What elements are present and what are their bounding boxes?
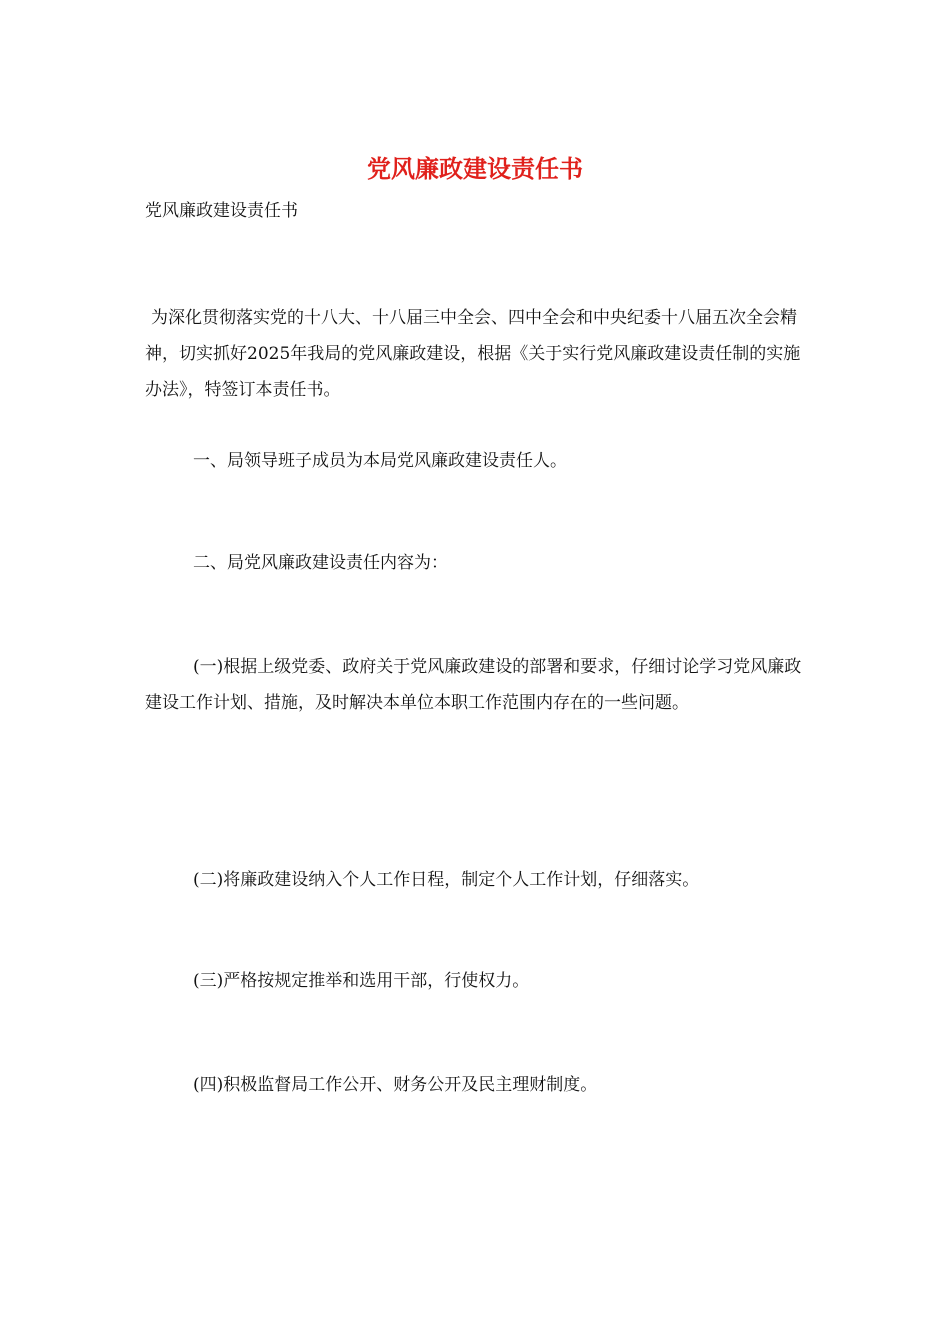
paragraph-item-2: 二、局党风廉政建设责任内容为： xyxy=(193,553,448,573)
paragraph-item-1: 一、局领导班子成员为本局党风廉政建设责任人。 xyxy=(193,451,567,471)
paragraph-intro: 为深化贯彻落实党的十八大、十八届三中全会、四中全会和中央纪委十八届五次全会精神，切实抓好2025年我局的党风廉政建设，根据《关于实行党风廉政建设责任制的实施办法》，特签订本责任书。 xyxy=(145,308,801,400)
paragraph-subitem-3: (三)严格按规定推举和选用干部，行使权力。 xyxy=(193,971,530,991)
document-title: 党风廉政建设责任书 xyxy=(367,154,583,183)
paragraph-subitem-2: (二)将廉政建设纳入个人工作日程，制定个人工作计划，仔细落实。 xyxy=(193,870,700,890)
paragraph-subitem-1: (一)根据上级党委、政府关于党风廉政建设的部署和要求，仔细讨论学习党风廉政建设工作计划、措施，及时解决本单位本职工作范围内存在的一些问题。 xyxy=(145,657,802,713)
paragraph-subitem-4: (四)积极监督局工作公开、财务公开及民主理财制度。 xyxy=(193,1075,598,1095)
document-subtitle: 党风廉政建设责任书 xyxy=(145,201,298,221)
